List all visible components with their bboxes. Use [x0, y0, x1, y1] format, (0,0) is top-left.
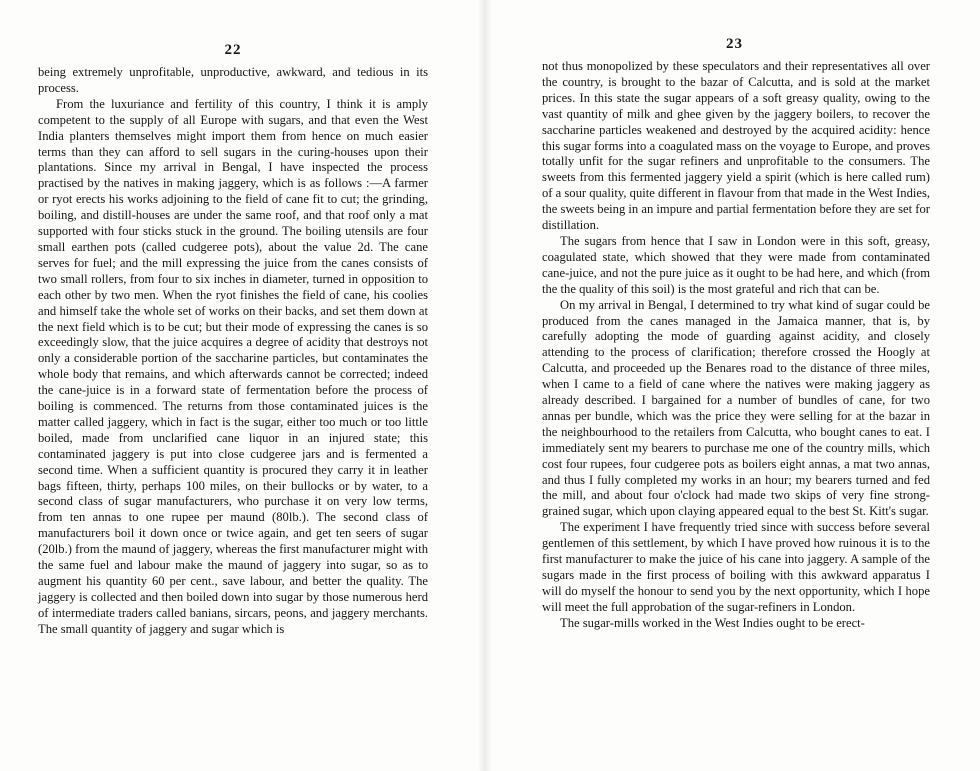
paragraph: not thus monopolized by these speculators and their representatives all over the country, is brought to the bazar of Calcutta, and is sold at the market prices. In this state the sugar appears of a soft greasy quality, owing to the vast quantity of milk and ghee given by the jaggery boilers, to recover the saccharine particles weakened and destroyed by the acquired acidity: hence this sugar forms into a coagulated mass on the voyage to Europe, and proves totally unfit for the sugar refiners and unprofitable to the consumers. The sweets from this fermented jaggery yield a spirit (which is here called rum) of a sour quality, quite different in flavour from that made in the West Indies, the sweets being in an impure and partial fermentation before they are set for distillation.	[542, 59, 931, 233]
paragraph: The sugars from hence that I saw in London were in this soft, greasy, coagulated state, which showed that they were made from contaminated cane-juice, and not the pure juice as it ought to be had here, and which (from the the quality of this soil) is the most grateful and rich that can be.	[542, 233, 930, 296]
paragraph: The sugar-mills worked in the West Indies ought to be erect-	[560, 615, 865, 630]
page-number: 23	[726, 36, 743, 52]
paragraph: being extremely unprofitable, unproductive, awkward, and tedious in its process.	[38, 65, 428, 95]
paragraph: From the luxuriance and fertility of this country, I think it is amply competent to the supply of all Europe with sugars, and that even the West India planters themselves might import them from hence on much easier terms than they can afford to sell sugars in the curing-houses upon their plantations. Since my arrival in Bengal, I have inspected the process practised by the natives in making jaggery, which is as follows :—A farmer or ryot erects his works adjoining to the field of cane fit to cut; the grinding, boiling, and distill-houses are under the same roof, and that roof only a mat supported with four sticks stuck in the ground. The boiling utensils are four small earthen pots (called cudgeree pots), about the value 2d. The cane serves for fuel; and the mill expressing the juice from the canes consists of two small rollers, from four to six inches in diameter, turned in opposition to each other by two men. When the ryot finishes the field of cane, his coolies and himself take the whole set of works on their backs, and set them down at the next field which is to be cut; but their mode of expressing the canes is so exceedingly slow, that the juice acquires a degree of acidity that destroys not only a considerable portion of the saccharine particles, but contaminates the whole body that remains, and which afterwards cannot be corrected; indeed the cane-juice is in a forward state of fermentation before the process of boiling is commenced. The returns from those contaminated juices is the matter called jaggery, which in fact is the sugar, either too much or too little boiled, made from unclarified cane liquor in an injured state; this contaminated jaggery is put into close cudgeree jars and is fermented a second time. When a sufficient quantity is procured they carry it in leather bags fifteen, thirty, perhaps 100 miles, on their bullocks or by water, to a second class of sugar manufacturers, who purchase it on very low terms, from ten annas to one rupee per maund (80lb.). The second class of manufacturers boil it down once or twice again, and get ten seers of sugar (20lb.) from the maund of jaggery, whereas the first manufacturer might with the same fuel and labour make the maund of jaggery into sugar, so as to augment his quantity 60 per cent., save labour, and better the quality. The jaggery is collected and then boiled down into sugar by those numerous herd of intermediate traders called banians, sircars, peons, and jaggery merchants. The small quantity of jaggery and sugar which is	[38, 96, 428, 636]
page-text	[38, 65, 428, 638]
page-number: 22	[224, 42, 242, 58]
page-text	[542, 59, 930, 632]
right-page	[490, 0, 980, 771]
paragraph: The experiment I have frequently tried since with success before several gentlemen of this settlement, by which I have proved how ruinous it is to the first manufacturer to make the juice of his cane into jaggery. A sample of the sugars made in the first process of boiling with this awkward apparatus I will do myself the honour to send you by the next opportunity, which I hope will meet the full approbation of the sugar-refiners in London.	[542, 520, 930, 614]
paragraph: On my arrival in Bengal, I determined to try what kind of sugar could be produced from the canes managed in the Jamaica manner, that is, by carefully adopting the mode of guarding against acidity, and closely attending to the process of clarification; therefore crossed the Hoogly at Calcutta, and proceeded up the Benares road to the distance of three miles, when I came to a field of cane where the natives were making jaggery as already described. I bargained for a number of bundles of cane, for two annas per bundle, which was the price they were selling for at the bazar in the neighbourhood to the retailers from Calcutta, who bought canes to eat. I immediately sent my bearers to purchase me one of the country mills, which cost four rupees, four cudgeree pots as boilers eight annas, a mat two annas, and thus I fully completed my works in an hour; my bearers turned and fed the mill, and about four o'clock had made two skips of very fine strong-grained sugar, which upon claying appeared equal to the best St. Kitt's sugar.	[542, 297, 930, 519]
left-page	[0, 0, 480, 771]
